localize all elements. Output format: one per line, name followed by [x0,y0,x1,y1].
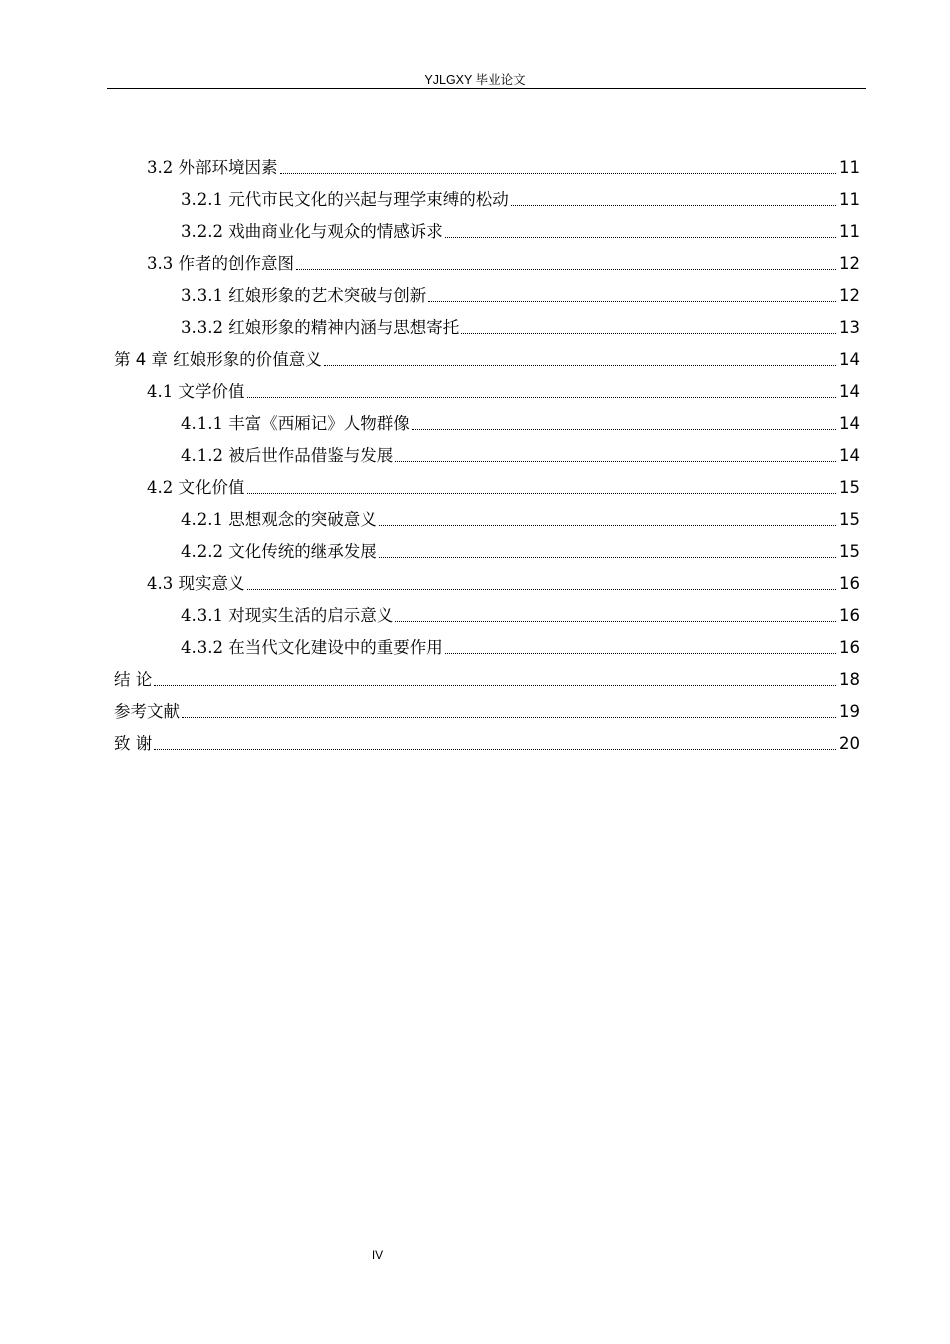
toc-dot-leader [247,589,837,590]
toc-entry-page: 13 [839,318,860,337]
toc-entry[interactable] [147,242,860,274]
toc-entry-page: 15 [839,542,860,561]
toc-entry-page: 16 [839,606,860,625]
toc-entry[interactable] [181,178,860,210]
toc-entry-page: 19 [839,702,860,721]
toc-entry-title: 4.2.2 文化传统的继承发展 [181,542,377,561]
toc-entry-page: 14 [839,350,860,369]
page-header-title: YJLGXY 毕业论文 [424,73,526,87]
toc-entry-page: 14 [839,414,860,433]
toc-entry-page: 15 [839,510,860,529]
toc-dot-leader [428,301,836,302]
toc-entry[interactable] [181,210,860,242]
toc-entry-page: 14 [839,446,860,465]
toc-entry-title: 3.2.2 戏曲商业化与观众的情感诉求 [181,222,443,241]
toc-entry-title: 3.3.1 红娘形象的艺术突破与创新 [181,286,427,305]
toc-entry[interactable] [181,274,860,306]
toc-entry[interactable] [181,434,860,466]
toc-dot-leader [182,717,836,718]
toc-entry-title: 4.1.2 被后世作品借鉴与发展 [181,446,394,465]
toc-dot-leader [324,365,836,366]
toc-entry-page: 12 [839,286,860,305]
toc-entry-title: 第 4 章 红娘形象的价值意义 [114,350,322,369]
toc-entry-title: 4.2.1 思想观念的突破意义 [181,510,377,529]
toc-dot-leader [154,685,836,686]
toc-entry-title: 3.3.2 红娘形象的精神内涵与思想寄托 [181,318,460,337]
toc-entry-page: 18 [839,670,860,689]
toc-entry-title: 4.1.1 丰富《西厢记》人物群像 [181,414,410,433]
toc-entry-title: 4.3.1 对现实生活的启示意义 [181,606,394,625]
toc-entry[interactable] [181,594,860,626]
toc-entry[interactable] [147,146,860,178]
toc-entry[interactable] [181,402,860,434]
toc-entry-page: 11 [839,190,860,209]
toc-entry-title: 参考文献 [114,702,180,721]
toc-dot-leader [154,749,836,750]
toc-entry-page: 11 [839,158,860,177]
toc-entry-page: 16 [839,638,860,657]
toc-entry[interactable] [114,658,860,690]
toc-entry-page: 20 [839,734,860,753]
toc-entry-title: 结 论 [114,670,153,689]
toc-entry[interactable] [181,306,860,338]
toc-entry-title: 4.3.2 在当代文化建设中的重要作用 [181,638,443,657]
toc-entry[interactable] [181,626,860,658]
toc-entry-title: 3.3 作者的创作意图 [147,254,294,273]
page-number: IV [371,1248,384,1262]
toc-dot-leader [412,429,836,430]
toc-entry-title: 3.2.1 元代市民文化的兴起与理学束缚的松动 [181,190,509,209]
toc-dot-leader [395,621,836,622]
toc-dot-leader [445,653,836,654]
toc-entry-title: 致 谢 [114,734,153,753]
toc-entry-title: 4.1 文学价值 [147,382,245,401]
toc-entry-page: 11 [839,222,860,241]
toc-entry-title: 4.3 现实意义 [147,574,245,593]
header-divider [107,88,866,89]
toc-dot-leader [379,557,836,558]
toc-entry[interactable] [147,370,860,402]
toc-entry-page: 16 [839,574,860,593]
toc-entry[interactable] [181,498,860,530]
toc-dot-leader [379,525,836,526]
toc-entry-title: 4.2 文化价值 [147,478,245,497]
toc-entry[interactable] [114,722,860,754]
toc-dot-leader [247,493,837,494]
toc-dot-leader [247,397,837,398]
toc-entry[interactable] [147,562,860,594]
toc-dot-leader [280,173,837,174]
toc-dot-leader [296,269,836,270]
toc-dot-leader [461,333,836,334]
toc-entry-title: 3.2 外部环境因素 [147,158,278,177]
toc-dot-leader [395,461,836,462]
toc-dot-leader [445,237,836,238]
toc-entry[interactable] [114,338,860,370]
toc-entry-page: 15 [839,478,860,497]
toc-entry-page: 12 [839,254,860,273]
toc-entry[interactable] [147,466,860,498]
toc-entry-page: 14 [839,382,860,401]
toc-dot-leader [511,205,836,206]
toc-entry[interactable] [181,530,860,562]
toc-entry[interactable] [114,690,860,722]
